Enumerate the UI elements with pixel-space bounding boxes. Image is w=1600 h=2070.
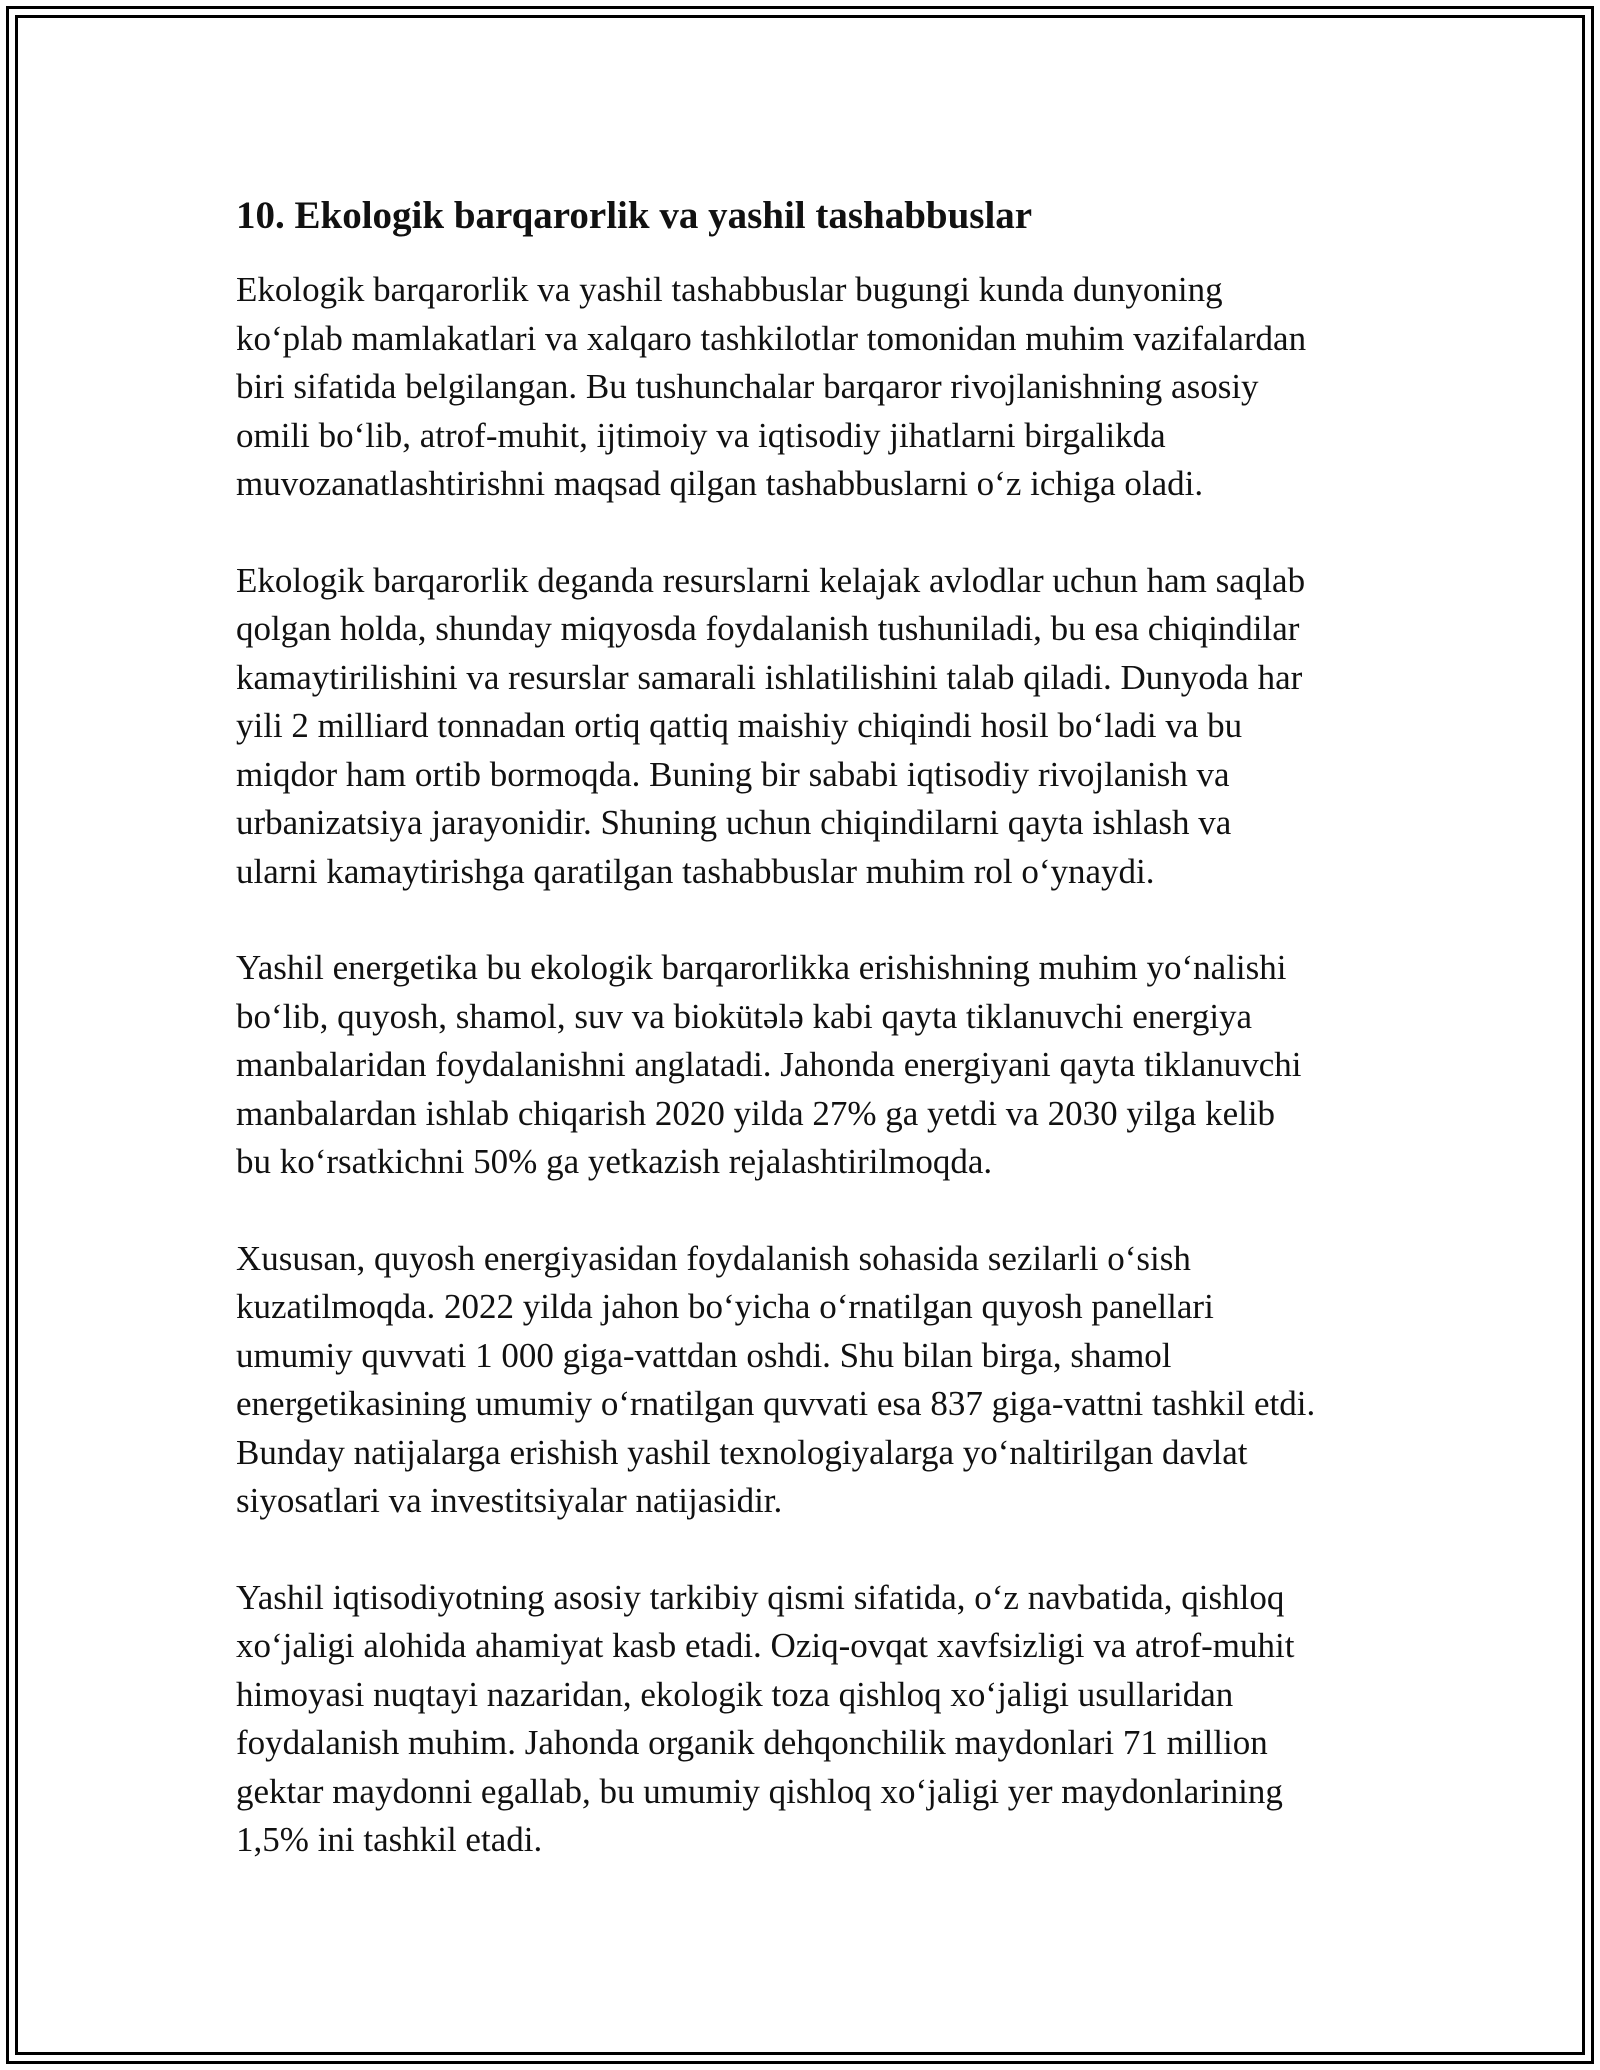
text-line: manbalardan ishlab chiqarish 2020 yilda 27% ga yetdi va 2030 yilga kelib — [236, 1093, 1276, 1133]
text-line: manbalaridan foydalanishni anglatadi. Jahonda energiyani qayta tiklanuvchi — [236, 1045, 1302, 1084]
text-line: 1,5% ini tashkil etadi. — [236, 1820, 543, 1859]
text-line: bo‘lib, quyosh, shamol, suv va biokütələ kabi qayta tiklanuvchi energiya — [236, 996, 1253, 1036]
text-line: miqdor ham ortib bormoqda. Buning bir sababi iqtisodiy rivojlanish va — [236, 754, 1230, 794]
text-line: biri sifatida belgilangan. Bu tushunchalar barqaror rivojlanishning asosiy — [236, 367, 1259, 406]
text-line: himoyasi nuqtayi nazaridan, ekologik toza qishloq xo‘jaligi usullaridan — [236, 1674, 1234, 1714]
text-line: foydalanish muhim. Jahonda organik dehqonchilik maydonlari 71 million — [236, 1723, 1268, 1762]
section-heading: 10. Ekologik barqarorlik va yashil tashabbuslar — [236, 194, 1033, 237]
paragraph-3 — [236, 944, 1376, 1187]
text-line: xo‘jaligi alohida ahamiyat kasb etadi. Oziq-ovqat xavfsizligi va atrof-muhit — [236, 1626, 1295, 1665]
text-line: bu ko‘rsatkichni 50% ga yetkazish rejalashtirilmoqda. — [236, 1142, 993, 1181]
text-line: yili 2 milliard tonnadan ortiq qattiq maishiy chiqindi hosil bo‘ladi va bu — [236, 706, 1243, 745]
text-line: Ekologik barqarorlik deganda resurslarni kelajak avlodlar uchun ham saqlab — [236, 560, 1306, 600]
text-line: kuzatilmoqda. 2022 yilda jahon bo‘yicha o‘rnatilgan quyosh panellari — [236, 1287, 1214, 1326]
text-line: qolgan holda, shunday miqyosda foydalanish tushuniladi, bu esa chiqindilar — [236, 609, 1300, 648]
text-line: Xususan, quyosh energiyasidan foydalanish sohasida sezilarli o‘sish — [236, 1238, 1191, 1278]
text-line: urbanizatsiya jarayonidir. Shuning uchun chiqindilarni qayta ishlash va — [236, 803, 1232, 842]
text-line: ko‘plab mamlakatlari va xalqaro tashkilotlar tomonidan muhim vazifalardan — [236, 318, 1307, 358]
paragraph-5 — [236, 1574, 1376, 1865]
text-line: energetikasining umumiy o‘rnatilgan quvvati esa 837 giga-vattni tashkil etdi. — [236, 1384, 1316, 1423]
text-line: umumiy quvvati 1 000 giga-vattdan oshdi. Shu bilan birga, shamol — [236, 1335, 1172, 1375]
text-line: gektar maydonni egallab, bu umumiy qishloq xo‘jaligi yer maydonlarining — [236, 1771, 1283, 1811]
text-line: Ekologik barqarorlik va yashil tashabbuslar bugungi kunda dunyoning — [236, 270, 1223, 309]
paragraph-1 — [236, 266, 1376, 509]
text-line: Yashil energetika bu ekologik barqarorlikka erishishning muhim yo‘nalishi — [236, 948, 1287, 987]
text-line: Yashil iqtisodiyotning asosiy tarkibiy qismi sifatida, o‘z navbatida, qishloq — [236, 1577, 1285, 1617]
text-line: muvozanatlashtirishni maqsad qilgan tashabbuslarni o‘z ichiga oladi. — [236, 464, 1204, 503]
paragraph-2 — [236, 557, 1376, 897]
text-line: Bunday natijalarga erishish yashil texnologiyalarga yo‘naltirilgan davlat — [236, 1432, 1248, 1472]
text-line: siyosatlari va investitsiyalar natijasidir. — [236, 1481, 783, 1520]
paragraph-4 — [236, 1235, 1376, 1526]
text-line: kamaytirilishini va resurslar samarali ishlatilishini talab qiladi. Dunyoda har — [236, 657, 1303, 697]
document-body — [236, 188, 1376, 1913]
text-line: omili bo‘lib, atrof-muhit, ijtimoiy va iqtisodiy jihatlarni birgalikda — [236, 415, 1166, 455]
text-line: ularni kamaytirishga qaratilgan tashabbuslar muhim rol o‘ynaydi. — [236, 851, 1155, 891]
